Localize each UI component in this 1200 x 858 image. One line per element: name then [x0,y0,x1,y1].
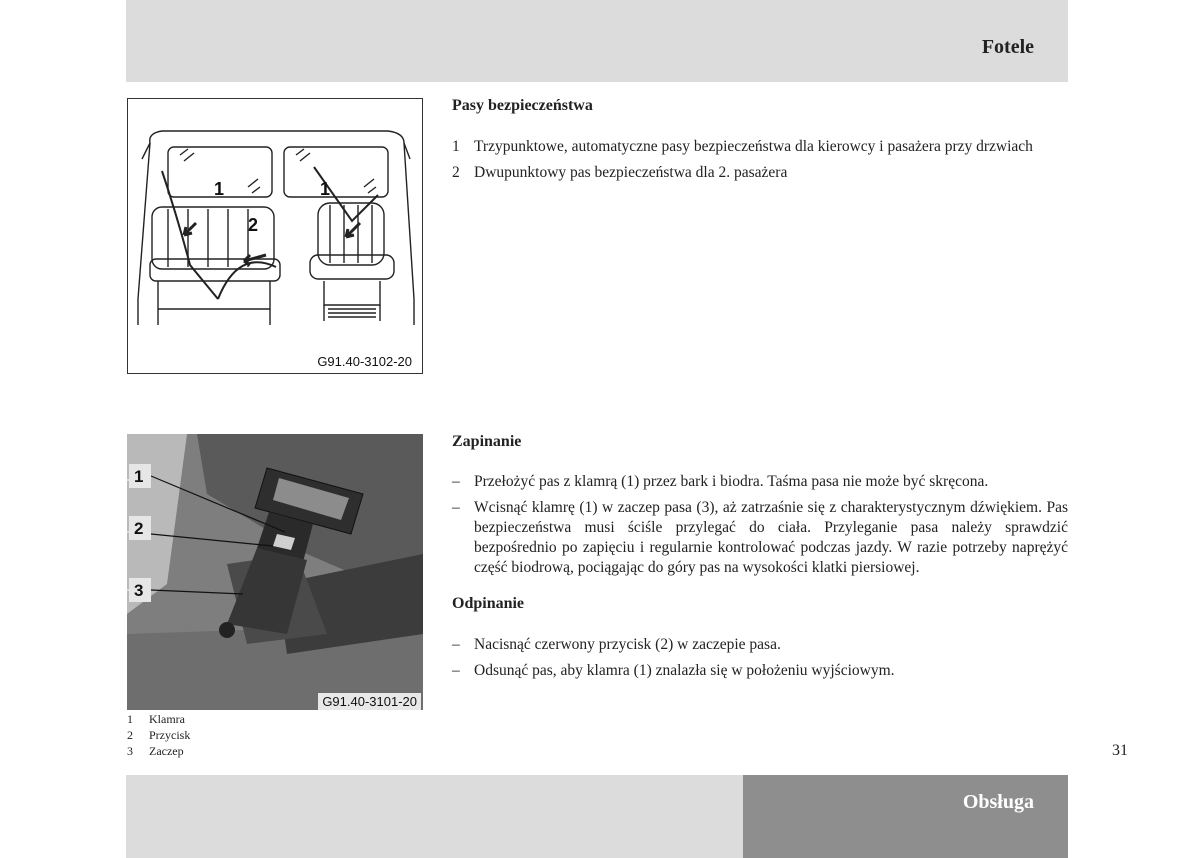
dash-bullet: – [452,662,460,679]
section-heading: Odpinanie [452,595,525,612]
section-fastening [452,432,1068,681]
item-text: Dwupunktowy pas bezpieczeństwa dla 2. pasażera [474,164,788,181]
figure-legend [127,711,190,759]
item-text: Wcisnąć klamrę (1) w zaczep pasa (3), aż zatrzaśnie się z charakterystycznym dźwiękiem. Pas bezpieczeństwa musi ściśle przylegać do ciała. Przyleganie pasa należy sprawdzić bezpośrednio po zapięciu i regularnie kontrolować podczas jazdy. W razie potrzeby naprężyć część biodrową, pociągając do góry pas na wysokości klatki piersiowej. [474,499,1068,576]
dash-bullet: – [452,473,460,490]
item-number: 1 [452,138,460,155]
page-header [126,0,1068,82]
legend-item [127,743,190,759]
item-text: Trzypunktowe, automatyczne pasy bezpieczeństwa dla kierowcy i pasażera przy drzwiach [474,138,1033,155]
item-number: 2 [452,164,460,181]
list-item [452,635,1068,655]
footer-section-label: Obsługa [962,791,1034,813]
list-item [452,137,1068,157]
figure-code: G91.40-3101-20 [318,693,421,710]
legend-label: Klamra [149,712,185,726]
item-text: Odsunąć pas, aby klamra (1) znalazła się w położeniu wyjściowym. [474,662,895,679]
list-item [452,163,1068,183]
footer-section-tab [743,775,1068,858]
callout-buckle: 1 [134,467,144,486]
legend-number: 1 [127,712,133,726]
callout-button: 2 [134,519,144,538]
chapter-title: Fotele [981,36,1034,58]
legend-label: Zaczep [149,744,184,758]
callout-2: 2 [248,215,259,235]
legend-label: Przycisk [149,728,191,742]
callout-1-left: 1 [214,179,225,199]
dash-bullet: – [452,636,460,653]
callout-1-right: 1 [320,179,331,199]
section-seat-belts [452,96,1068,183]
dash-bullet: – [452,499,460,516]
legend-number: 2 [127,728,133,742]
list-item [452,498,1068,578]
figure-buckle-photo [127,434,423,710]
page-footer [126,775,743,858]
legend-item [127,711,190,727]
section-heading: Pasy bezpieczeństwa [452,97,593,114]
list-item [452,661,1068,681]
figure-code: G91.40-3102-20 [317,354,412,369]
callout-latch: 3 [134,581,144,600]
item-text: Nacisnąć czerwony przycisk (2) w zaczepie pasa. [474,636,781,653]
figure-seat-belts-overview [127,98,423,374]
list-item [452,472,1068,492]
item-text: Przełożyć pas z klamrą (1) przez bark i biodra. Taśma pasa nie może być skręcona. [474,473,989,490]
legend-number: 3 [127,744,133,758]
section-heading: Zapinanie [452,433,522,450]
page-number: 31 [1112,742,1128,759]
legend-item [127,727,190,743]
seat-belts-drawing [128,99,422,373]
buckle-photo [127,434,423,710]
